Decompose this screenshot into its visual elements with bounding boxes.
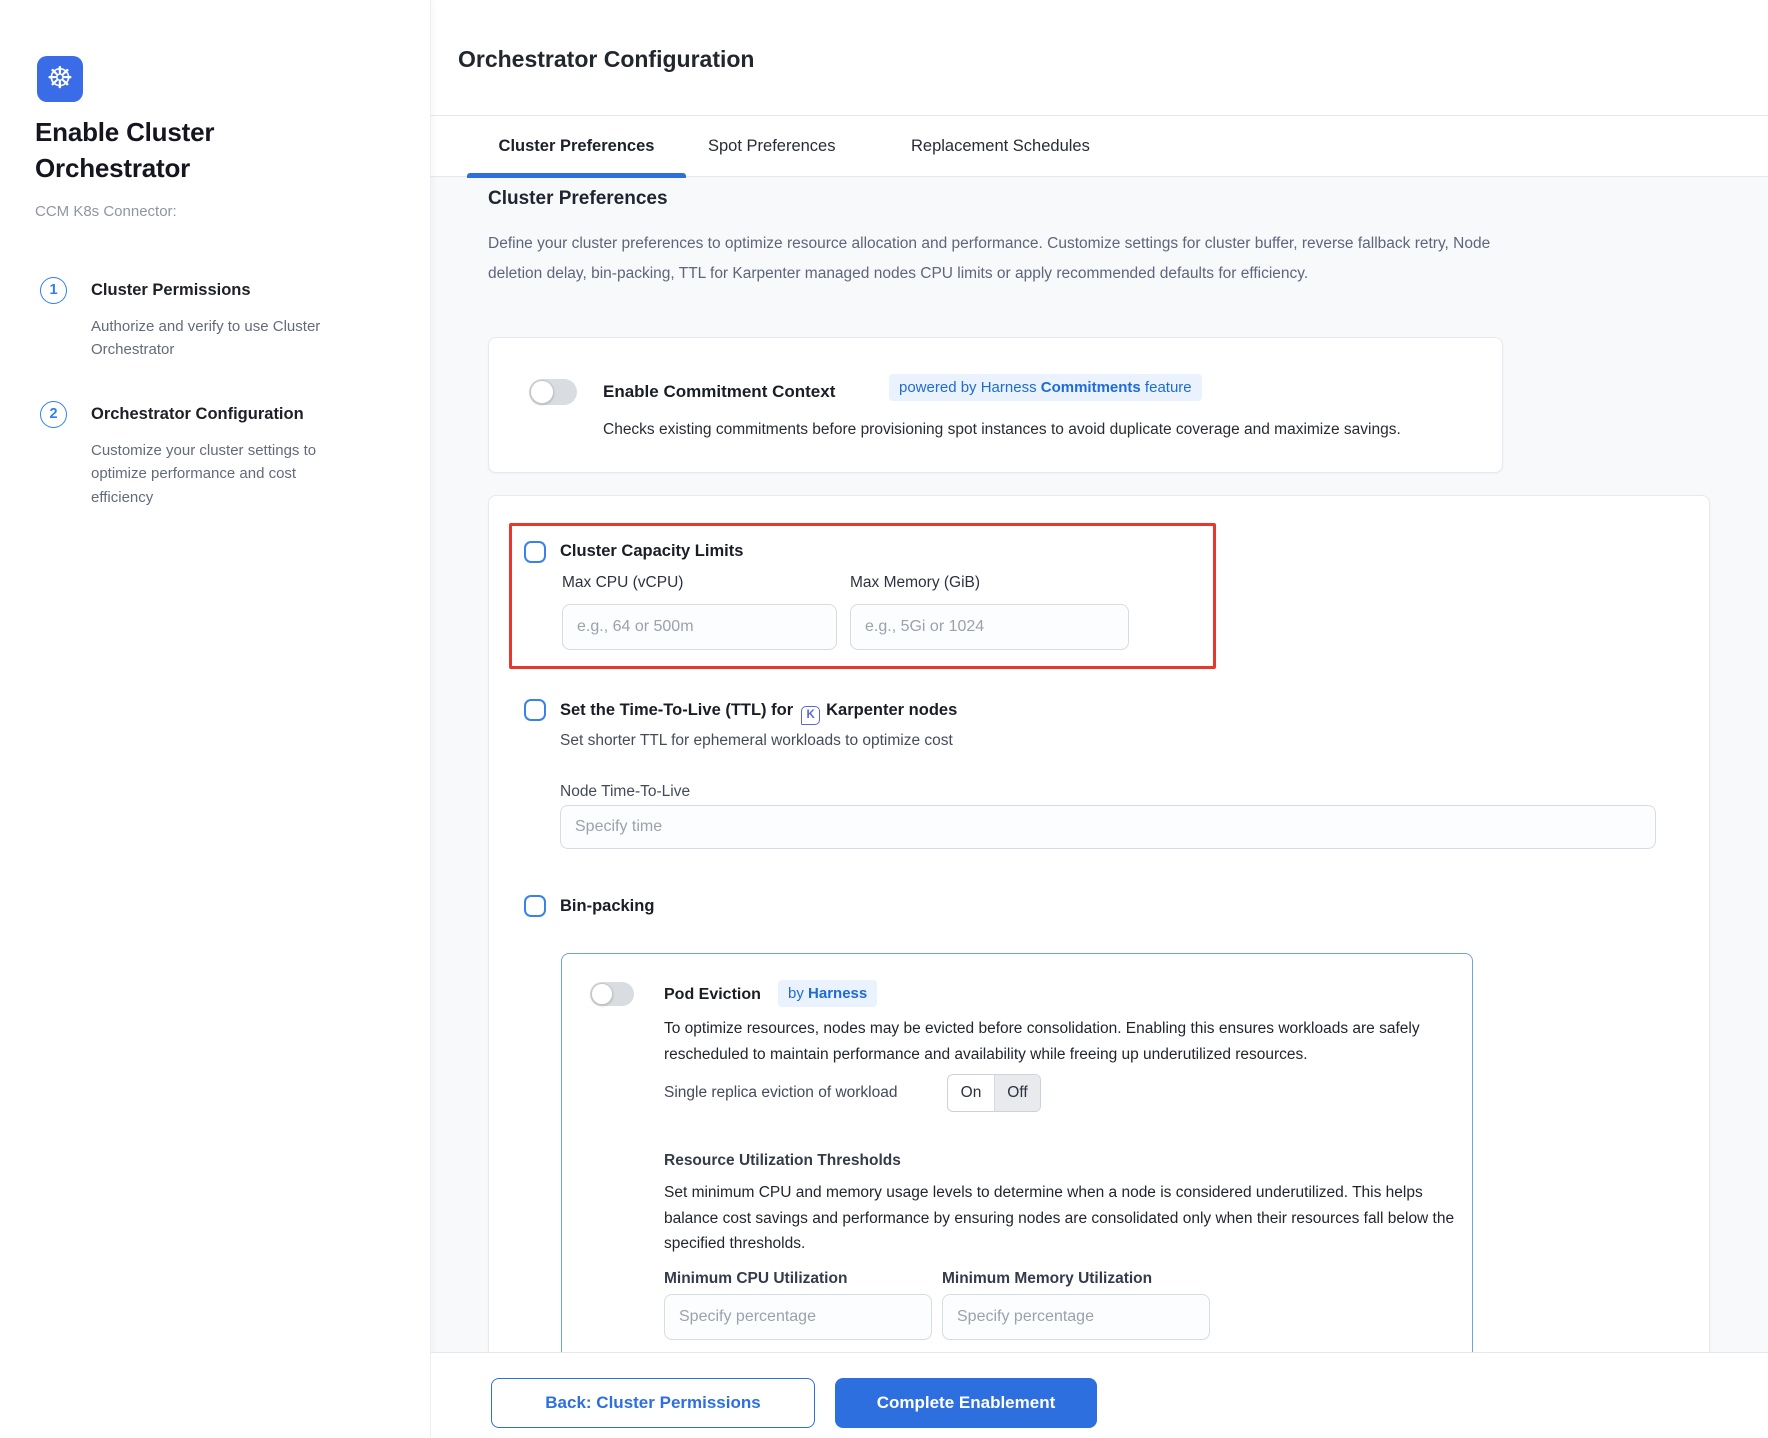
badge-prefix: powered by Harness [899, 379, 1041, 396]
ttl-checkbox[interactable] [524, 699, 546, 721]
step-2-indicator: 2 [40, 401, 67, 428]
sidebar [0, 0, 431, 1438]
pod-eviction-badge [778, 980, 877, 1007]
sidebar-title [35, 114, 345, 187]
step-1-indicator: 1 [40, 277, 67, 304]
max-cpu-input[interactable] [562, 604, 837, 650]
footer [431, 1352, 1768, 1438]
commitment-context-card [488, 337, 1503, 473]
badge-bold[interactable]: Commitments [1040, 379, 1141, 396]
min-cpu-label: Minimum CPU Utilization [664, 1270, 848, 1287]
pod-eviction-card [561, 953, 1473, 1352]
tab-cluster-preferences-label: Cluster Preferences [498, 137, 655, 155]
commitment-context-title: Enable Commitment Context [603, 382, 836, 401]
min-memory-input[interactable] [942, 1294, 1210, 1340]
complete-enablement-button[interactable]: Complete Enablement [835, 1378, 1097, 1428]
pod-eviction-toggle[interactable] [590, 982, 634, 1006]
node-ttl-input[interactable] [560, 805, 1656, 849]
kubernetes-icon: ☸ [37, 56, 83, 102]
ttl-subtitle: Set shorter TTL for ephemeral workloads to optimize cost [560, 732, 953, 749]
single-replica-switch [947, 1074, 1041, 1112]
badge-bold[interactable]: Harness [808, 985, 868, 1002]
toggle-knob [530, 380, 554, 404]
main-header [431, 0, 1768, 116]
tab-bar [431, 116, 1768, 177]
min-cpu-input[interactable] [664, 1294, 932, 1340]
sidebar-title-line1: Enable Cluster [35, 117, 215, 147]
toggle-knob [591, 983, 613, 1005]
on-button[interactable]: On [960, 1084, 982, 1101]
pod-eviction-title: Pod Eviction [664, 986, 761, 1003]
commitment-description: Checks existing commitments before provisioning spot instances to avoid duplicate coverage and maximize savings. [603, 421, 1401, 438]
cluster-capacity-limits-checkbox[interactable] [524, 541, 546, 563]
tab-spot-preferences[interactable]: Spot Preferences [708, 137, 836, 155]
preferences-card [488, 495, 1710, 1352]
max-memory-label: Max Memory (GiB) [850, 574, 981, 591]
step-1-description: Authorize and verify to use Cluster Orchestrator [91, 318, 321, 359]
thresholds-description: Set minimum CPU and memory usage levels to determine when a node is considered underutilized. This helps balance cost savings and performance by ensuring nodes are consolidated only when their resources fall below the specified thresholds. [664, 1184, 1455, 1253]
karpenter-icon: K [801, 706, 820, 725]
badge-prefix: by [788, 985, 809, 1002]
min-memory-label: Minimum Memory Utilization [942, 1270, 1153, 1287]
cluster-preferences-panel [431, 177, 1768, 1352]
max-cpu-label: Max CPU (vCPU) [562, 574, 684, 591]
ttl-title-prefix: Set the Time-To-Live (TTL) for [560, 701, 794, 719]
section-description: Define your cluster preferences to optimize resource allocation and performance. Customize settings for cluster buffer, reverse fallback retry, Node deletion delay, bin-packing, TTL for Karpenter managed nodes CPU limits or apply recommended defaults for efficiency. [488, 235, 1491, 283]
ttl-title-suffix: Karpenter nodes [826, 701, 958, 719]
max-memory-input[interactable] [850, 604, 1129, 650]
badge-suffix: feature [1140, 379, 1192, 396]
cluster-capacity-limits-title: Cluster Capacity Limits [560, 542, 744, 560]
commitment-badge [889, 374, 1202, 401]
page-title: Orchestrator Configuration [458, 46, 755, 72]
node-ttl-label: Node Time-To-Live [560, 783, 691, 800]
commitment-context-toggle[interactable] [529, 379, 577, 405]
step-1-title[interactable]: Cluster Permissions [91, 281, 251, 299]
bin-packing-title: Bin-packing [560, 897, 655, 915]
tab-cluster-preferences[interactable] [467, 116, 686, 177]
sidebar-title-line2: Orchestrator [35, 153, 191, 184]
ttl-title [560, 701, 957, 725]
step-2-description: Customize your cluster settings to optimize performance and cost efficiency [91, 442, 317, 506]
back-cluster-permissions-button[interactable]: Back: Cluster Permissions [491, 1378, 815, 1428]
tab-replacement-schedules[interactable]: Replacement Schedules [911, 137, 1090, 155]
section-title: Cluster Preferences [488, 188, 668, 209]
step-2-title[interactable]: Orchestrator Configuration [91, 405, 304, 423]
bin-packing-checkbox[interactable] [524, 895, 546, 917]
off-button[interactable]: Off [994, 1075, 1040, 1111]
pod-eviction-description: To optimize resources, nodes may be evicted before consolidation. Enabling this ensures workloads are safely rescheduled to maintain performance and availability while freeing up underutilized resources. [664, 1020, 1420, 1063]
single-replica-label: Single replica eviction of workload [664, 1084, 898, 1101]
active-tab-underline [467, 173, 686, 178]
connector-label: CCM K8s Connector: [35, 203, 177, 220]
thresholds-title: Resource Utilization Thresholds [664, 1152, 901, 1169]
